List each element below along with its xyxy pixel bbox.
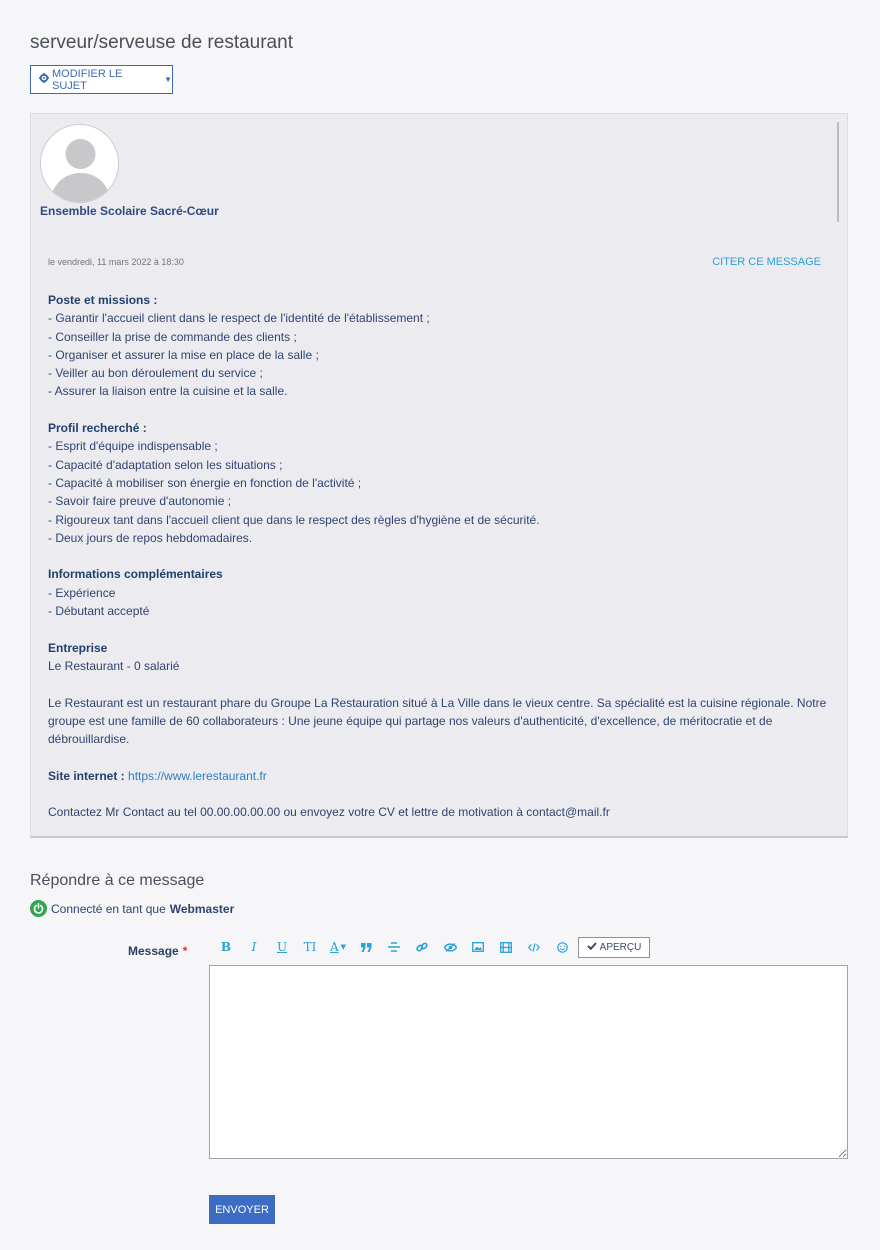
list-item: - Garantir l'accueil client dans le respect de l'identité de l'établissement ; xyxy=(48,311,430,326)
post-body xyxy=(48,291,828,822)
author-name[interactable]: Ensemble Scolaire Sacré-Cœur xyxy=(40,204,219,218)
check-icon xyxy=(587,942,597,953)
list-item: - Esprit d'équipe indispensable ; xyxy=(48,439,218,454)
connected-prefix: Connecté en tant que xyxy=(51,901,166,916)
page-title: serveur/serveuse de restaurant xyxy=(30,32,293,53)
bold-button[interactable]: B xyxy=(220,940,232,954)
company-description: Le Restaurant est un restaurant phare du Groupe La Restauration situé à La Ville dans le vieux centre. Sa spécialité est la cuisine régionale. Notre groupe est une famille de 60 collaborateurs : Une jeune équipe qui partage nos valeurs d'authenticité, d'excellence, de méritocratie et de débrouillardise. xyxy=(48,695,827,747)
spoiler-eye-icon[interactable] xyxy=(436,937,464,957)
align-center-icon[interactable] xyxy=(380,937,408,957)
text-color-button[interactable]: A ▼ xyxy=(329,940,347,954)
edit-topic-button[interactable] xyxy=(30,65,173,94)
username: Webmaster xyxy=(169,901,235,916)
caret-down-icon: ▼ xyxy=(164,75,172,84)
message-textarea[interactable] xyxy=(209,965,848,1159)
reply-title: Répondre à ce message xyxy=(30,872,205,889)
list-item: - Expérience xyxy=(48,585,116,600)
section-heading: Entreprise xyxy=(48,640,108,655)
list-item: - Organiser et assurer la mise en place de la salle ; xyxy=(48,347,319,362)
smiley-icon[interactable] xyxy=(548,937,576,957)
italic-button[interactable]: I xyxy=(251,940,257,954)
editor-toolbar xyxy=(212,937,650,957)
section-heading: Informations complémentaires xyxy=(48,567,223,582)
website-label: Site internet : xyxy=(48,768,125,783)
code-icon[interactable] xyxy=(520,937,548,957)
list-item: - Capacité d'adaptation selon les situations ; xyxy=(48,457,283,472)
underline-button[interactable]: U xyxy=(276,940,288,954)
gear-icon xyxy=(39,73,49,86)
send-button[interactable]: ENVOYER xyxy=(209,1195,275,1224)
link-icon[interactable] xyxy=(408,937,436,957)
required-mark: * xyxy=(182,944,188,958)
post-date: le vendredi, 11 mars 2022 à 18:30 xyxy=(48,257,184,267)
connected-status xyxy=(30,900,234,917)
message-label: Message * xyxy=(128,944,188,958)
list-item: - Assurer la liaison entre la cuisine et la salle. xyxy=(48,384,288,399)
website-line xyxy=(48,767,828,785)
caret-down-icon: ▼ xyxy=(340,943,347,951)
list-item: - Deux jours de repos hebdomadaires. xyxy=(48,530,253,545)
power-icon xyxy=(30,900,47,917)
list-item: - Conseiller la prise de commande des clients ; xyxy=(48,329,297,344)
section-heading: Poste et missions : xyxy=(48,293,158,307)
list-item: - Veiller au bon déroulement du service ; xyxy=(48,366,263,381)
avatar[interactable] xyxy=(40,124,119,203)
edit-topic-label: MODIFIER LE SUJET xyxy=(52,67,123,92)
list-item: - Débutant accepté xyxy=(48,604,150,619)
image-icon[interactable] xyxy=(464,937,492,957)
preview-button[interactable]: APERÇU xyxy=(578,937,650,958)
quote-message-link[interactable]: CITER CE MESSAGE xyxy=(712,256,821,268)
website-link[interactable]: https://www.lerestaurant.fr xyxy=(128,768,267,783)
list-item: - Rigoureux tant dans l'accueil client que dans le respect des règles d'hygiène et de sécurité. xyxy=(48,512,540,527)
list-item: Le Restaurant - 0 salarié xyxy=(48,658,180,673)
text-size-button[interactable]: TI xyxy=(303,940,317,954)
contact-text: Contactez Mr Contact au tel 00.00.00.00.00 ou envoyez votre CV et lettre de motivation à contact@mail.fr xyxy=(48,805,610,820)
quote-icon[interactable] xyxy=(352,937,380,957)
post-card xyxy=(30,113,848,838)
section-heading: Profil recherché : xyxy=(48,421,147,436)
video-icon[interactable] xyxy=(492,937,520,957)
list-item: - Savoir faire preuve d'autonomie ; xyxy=(48,494,232,509)
author-divider xyxy=(837,122,839,222)
list-item: - Capacité à mobiliser son énergie en fonction de l'activité ; xyxy=(48,475,362,490)
author-panel xyxy=(31,114,847,226)
